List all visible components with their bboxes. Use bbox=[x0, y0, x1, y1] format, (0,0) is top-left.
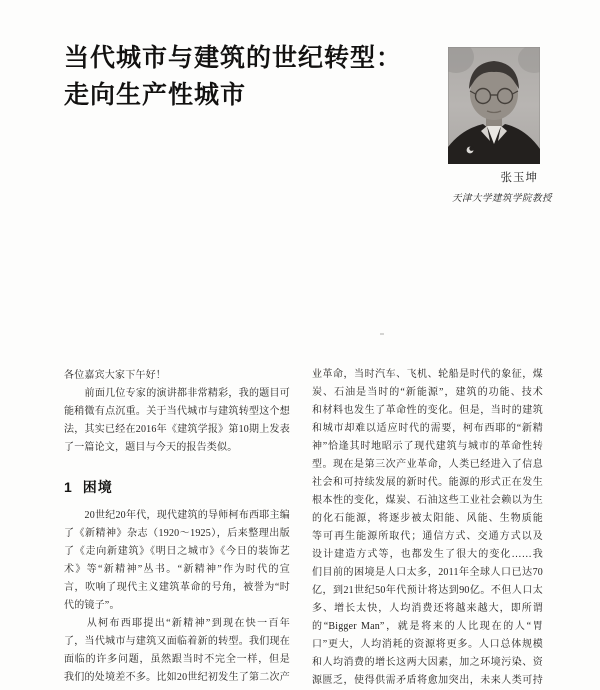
text-line: 术》等“新精神”丛书。“新精神”作为时代的宣 bbox=[64, 564, 290, 575]
text-line: 炭、石油是当时的“新能源”，建筑的功能、技术 bbox=[312, 387, 543, 398]
text-line: 等可再生能源所取代；通信方式、交通方式以及 bbox=[312, 531, 543, 542]
text-line: 代的镜子”。 bbox=[64, 600, 120, 611]
text-line: 根本性的变化，煤炭、石油这些工业社会赖以为生 bbox=[312, 495, 543, 506]
author-photo bbox=[448, 47, 540, 164]
section-title: 困境 bbox=[82, 479, 113, 495]
left-column-intro bbox=[64, 367, 290, 457]
page-title bbox=[64, 40, 484, 114]
text-line: 能稍微有点沉重。关于当代城市与建筑转型这个想 bbox=[64, 406, 290, 417]
portrait-photo-graphic bbox=[448, 47, 540, 164]
page-title-line1: 当代城市与建筑的世纪转型： bbox=[64, 44, 403, 72]
text-line: 面临的许多问题，虽然跟当时不完全一样，但是 bbox=[64, 654, 290, 665]
author-affiliation: 天津大学建筑学院教授 bbox=[451, 194, 552, 204]
text-line: 各位嘉宾大家下午好！ bbox=[64, 370, 166, 381]
text-line: 了《走向新建筑》《明日之城市》《今日的装饰艺 bbox=[64, 546, 290, 557]
section-heading bbox=[64, 477, 113, 497]
text-line: 社会和可持续发展的新时代。能源的形式正在发生 bbox=[312, 477, 543, 488]
text-line: 和材料也发生了革命性的变化。但是，当时的建筑 bbox=[312, 405, 543, 416]
text-line: 神”恰逢其时地昭示了现代建筑与城市的革命性转 bbox=[312, 441, 543, 452]
scan-artifact-dot bbox=[380, 333, 384, 335]
text-line: 源匮乏，使得供需矛盾将愈加突出，未来人类可持 bbox=[312, 675, 543, 686]
text-line: 了《新精神》杂志（1920～1925），后来整理出版 bbox=[64, 528, 290, 539]
text-line: 了一篇论文，题目与今天的报告类似。 bbox=[64, 442, 238, 453]
text-line: 设计建造方式等，也都发生了很大的变化……我 bbox=[312, 549, 543, 560]
text-line: 的化石能源，将逐步被太阳能、风能、生物质能 bbox=[312, 513, 543, 524]
page-title-line2: 走向生产性城市 bbox=[64, 81, 247, 109]
text-line: 从柯布西耶提出“新精神”到现在快一百年 bbox=[64, 618, 290, 629]
text-line: 和城市却难以适应时代的需要，柯布西耶的“新精 bbox=[312, 423, 543, 434]
text-line: 了，当代城市与建筑又面临着新的转型。我们现在 bbox=[64, 636, 290, 647]
text-line: 型。现在是第三次产业革命，人类已经进入了信息 bbox=[312, 459, 543, 470]
text-line: 法，其实已经在2016年《建筑学报》第10期上发表 bbox=[64, 424, 290, 435]
text-line: 业革命，当时汽车、飞机、轮船是时代的象征，煤 bbox=[312, 369, 543, 380]
text-line: 我们的处境差不多。比如20世纪初发生了第二次产 bbox=[64, 672, 290, 683]
text-line: 和人均消费的增长这两大因素，加之环境污染、资 bbox=[312, 657, 543, 668]
section-number: 1 bbox=[64, 479, 73, 495]
right-column-body bbox=[312, 366, 543, 690]
text-line: 口”更大，人均消耗的资源将更多。人口总体规模 bbox=[312, 639, 543, 650]
text-line: 的“Bigger Man”，就是将来的人比现在的人“胃 bbox=[312, 621, 543, 632]
text-line: 前面几位专家的演讲都非常精彩，我的题目可 bbox=[64, 388, 290, 399]
left-column-body bbox=[64, 507, 290, 687]
text-line: 亿，到21世纪50年代预计将达到90亿。不但人口太 bbox=[312, 585, 543, 596]
text-line: 20世纪20年代，现代建筑的导师柯布西耶主编 bbox=[64, 510, 290, 521]
text-line: 多、增长太快，人均消费还将越来越大，即所谓 bbox=[312, 603, 543, 614]
text-line: 言，吹响了现代主义建筑革命的号角，被誉为“时 bbox=[64, 582, 290, 593]
text-line: 们目前的困境是人口太多，2011年全球人口已达70 bbox=[312, 567, 543, 578]
author-name: 张玉坤 bbox=[500, 172, 538, 184]
